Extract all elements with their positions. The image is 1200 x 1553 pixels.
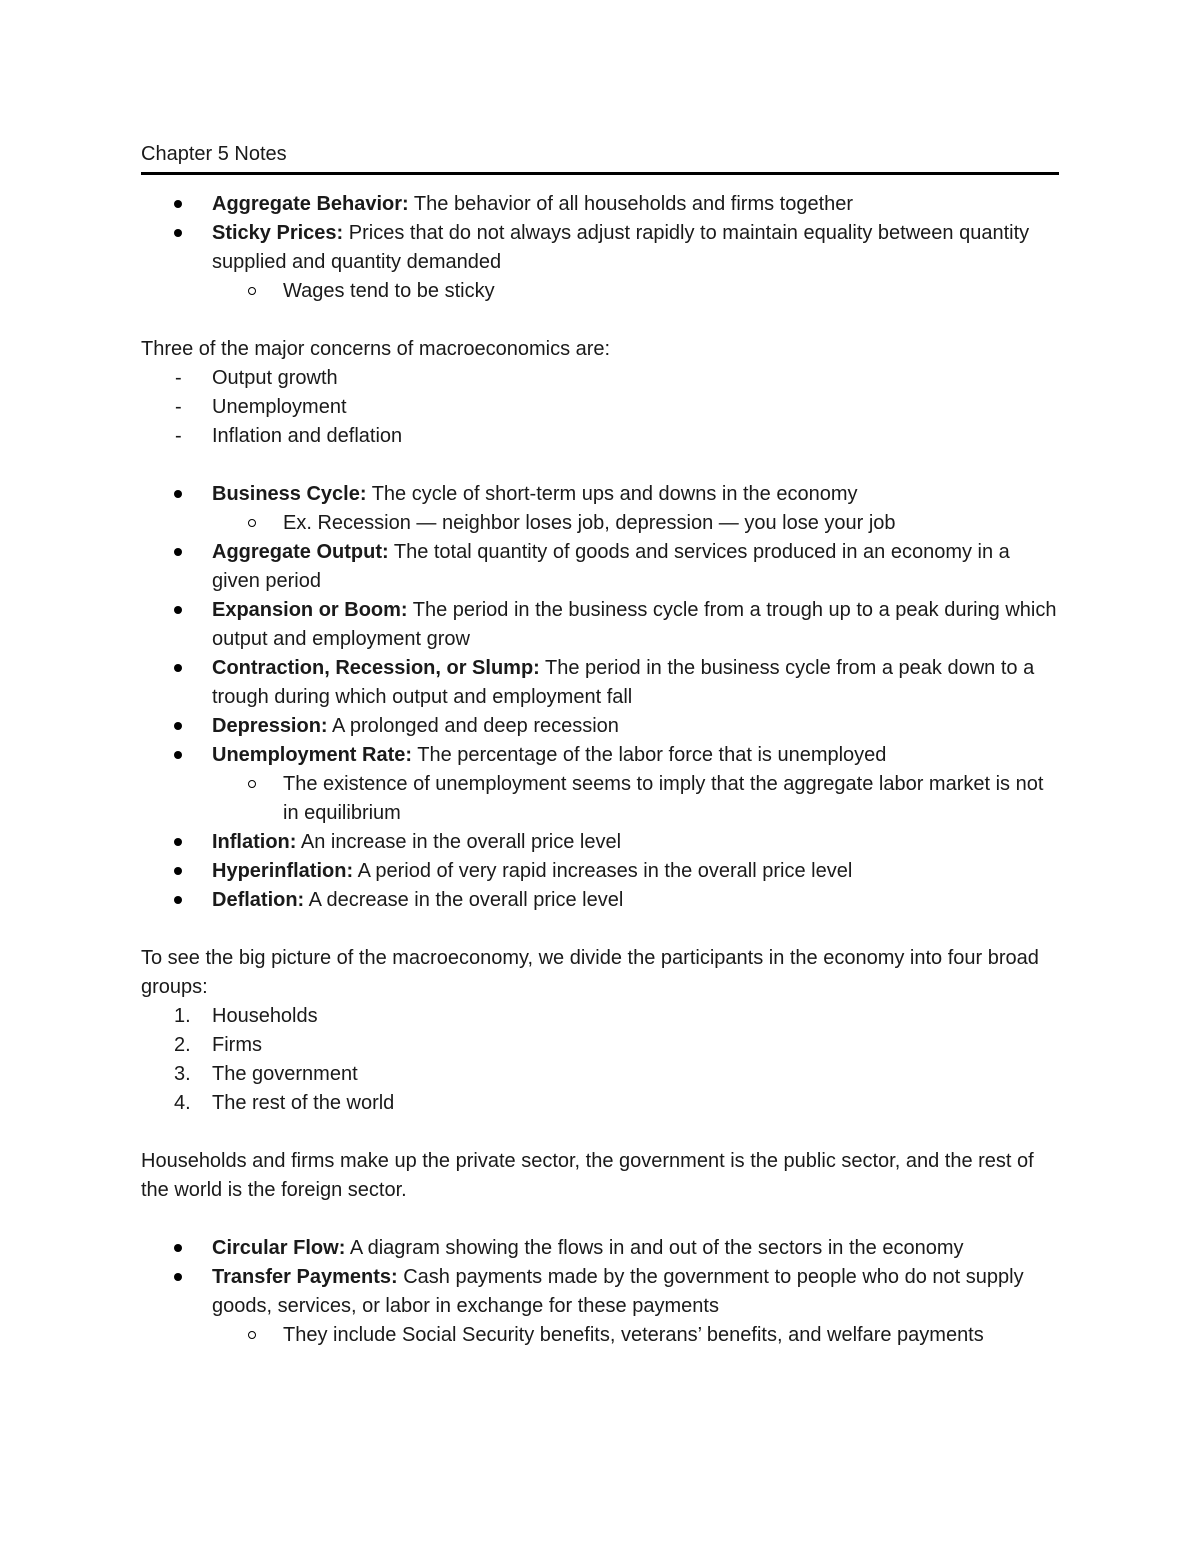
definition-term: Unemployment Rate:: [212, 744, 413, 766]
definition-text: The period in the business cycle from a trough up to a peak during which output and employment grow: [212, 599, 1057, 650]
bullet-icon: [174, 838, 182, 846]
definition-item: [141, 1263, 1059, 1321]
sub-item: [141, 1321, 1059, 1350]
definition-term: Circular Flow:: [212, 1237, 346, 1259]
definition-list-2: [141, 480, 1059, 915]
definition-term: Aggregate Output:: [212, 541, 389, 563]
definition-text: A prolonged and deep recession: [332, 715, 619, 737]
bullet-icon: [174, 548, 182, 556]
bullet-icon: [174, 1273, 182, 1281]
definition-text: The total quantity of goods and services produced in an economy in a given period: [212, 541, 1010, 592]
definition-text: A diagram showing the flows in and out of the sectors in the economy: [349, 1237, 964, 1259]
hollow-bullet-icon: [248, 519, 256, 527]
document-page: [141, 138, 1059, 1350]
definition-text: An increase in the overall price level: [300, 831, 622, 853]
definition-text: A decrease in the overall price level: [308, 889, 624, 911]
hollow-bullet-icon: [248, 287, 256, 295]
dash-marker: -: [175, 425, 182, 447]
dash-marker: -: [175, 396, 182, 418]
definition-list-1: [141, 190, 1059, 306]
dash-marker: -: [175, 367, 182, 389]
group-item: 3. The government: [174, 1063, 358, 1085]
definition-list-3: [141, 1234, 1059, 1350]
definition-text: The percentage of the labor force that is unemployed: [417, 744, 887, 766]
bullet-icon: [174, 664, 182, 672]
concern-item: - Output growth: [141, 364, 1059, 393]
bullet-icon: [174, 896, 182, 904]
definition-item: [141, 828, 1059, 857]
definition-term: Aggregate Behavior:: [212, 193, 409, 215]
definition-text: Prices that do not always adjust rapidly to maintain equality between quantity supplied and quantity demanded: [212, 222, 1030, 273]
concerns-list: [141, 364, 1059, 451]
definition-item: [141, 654, 1059, 712]
definition-text: The period in the business cycle from a peak down to a trough during which output and employment fall: [212, 657, 1035, 708]
definition-term: Deflation:: [212, 889, 305, 911]
hollow-bullet-icon: [248, 1331, 256, 1339]
bullet-icon: [174, 1244, 182, 1252]
sub-item-text: Ex. Recession — neighbor loses job, depression — you lose your job: [283, 512, 896, 534]
sectors-paragraph: Households and firms make up the private sector, the government is the public sector, and the rest of the world is the foreign sector.: [141, 1150, 1034, 1201]
sub-item: [141, 277, 1059, 306]
definition-item: [141, 480, 1059, 509]
title-underline: [141, 172, 1059, 175]
sub-item-text: The existence of unemployment seems to imply that the aggregate labor market is not in equilibrium: [283, 773, 1044, 824]
definition-item: [141, 857, 1059, 886]
definition-item: [141, 219, 1059, 277]
concern-item: - Unemployment: [141, 393, 1059, 422]
definition-term: Hyperinflation:: [212, 860, 354, 882]
sub-item-text: They include Social Security benefits, veterans’ benefits, and welfare payments: [283, 1324, 984, 1346]
bullet-icon: [174, 606, 182, 614]
groups-intro: To see the big picture of the macroeconomy, we divide the participants in the economy into four broad groups:: [141, 947, 1039, 998]
definition-text: The cycle of short-term ups and downs in the economy: [371, 483, 858, 505]
bullet-icon: [174, 200, 182, 208]
bullet-icon: [174, 722, 182, 730]
definition-term: Transfer Payments:: [212, 1266, 398, 1288]
definition-item: [141, 538, 1059, 596]
bullet-icon: [174, 490, 182, 498]
definition-item: [141, 712, 1059, 741]
concerns-intro: Three of the major concerns of macroeconomics are:: [141, 338, 611, 360]
definition-term: Depression:: [212, 715, 328, 737]
groups-list: [141, 1002, 1059, 1118]
definition-item: [141, 741, 1059, 770]
page-title: Chapter 5 Notes: [141, 143, 287, 165]
definition-text: Cash payments made by the government to people who do not supply goods, services, or labor in exchange for these payments: [212, 1266, 1024, 1317]
definition-item: [141, 596, 1059, 654]
group-item: 2. Firms: [174, 1034, 262, 1056]
concern-item: - Inflation and deflation: [141, 422, 1059, 451]
bullet-icon: [174, 867, 182, 875]
group-item: 1. Households: [174, 1005, 318, 1027]
definition-text: A period of very rapid increases in the overall price level: [357, 860, 853, 882]
definition-text: The behavior of all households and firms together: [413, 193, 854, 215]
definition-term: Contraction, Recession, or Slump:: [212, 657, 540, 679]
sub-item: [141, 509, 1059, 538]
definition-term: Inflation:: [212, 831, 297, 853]
definition-term: Sticky Prices:: [212, 222, 344, 244]
sub-item-text: Wages tend to be sticky: [283, 280, 495, 302]
definition-item: [141, 886, 1059, 915]
sub-item: [141, 770, 1059, 828]
definition-term: Expansion or Boom:: [212, 599, 408, 621]
bullet-icon: [174, 751, 182, 759]
definition-item: [141, 190, 1059, 219]
group-item: 4. The rest of the world: [174, 1092, 395, 1114]
bullet-icon: [174, 229, 182, 237]
definition-item: [141, 1234, 1059, 1263]
definition-term: Business Cycle:: [212, 483, 367, 505]
hollow-bullet-icon: [248, 780, 256, 788]
